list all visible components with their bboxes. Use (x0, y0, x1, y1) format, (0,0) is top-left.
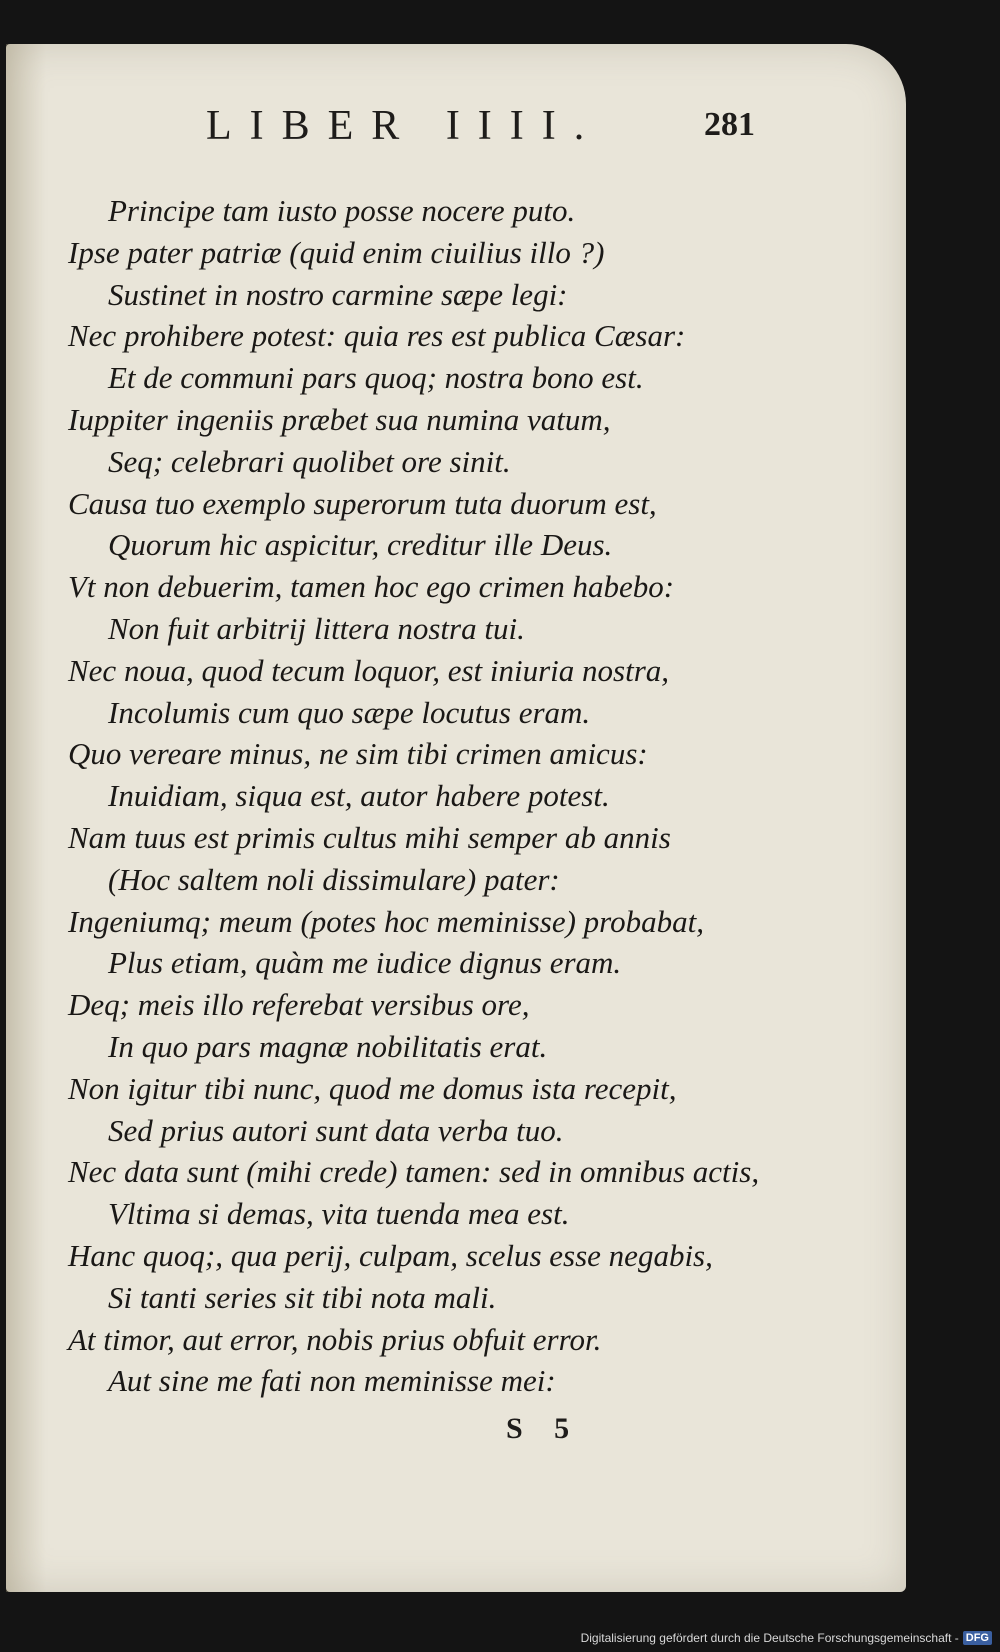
verse-list (68, 190, 759, 1402)
verse-line: Si tanti series sit tibi nota mali. (108, 1279, 497, 1315)
verse-line: Vltima si demas, vita tuenda mea est. (108, 1196, 570, 1232)
verse-line: Quorum hic aspicitur, creditur ille Deus. (108, 527, 613, 563)
credit-text: Digitalisierung gefördert durch die Deutsche Forschungsgemeinschaft - (580, 1631, 959, 1645)
verse-line: Inuidiam, siqua est, autor habere potest. (108, 778, 610, 814)
verse-line: Non fuit arbitrij littera nostra tui. (108, 610, 525, 646)
verse-line: In quo pars magnæ nobilitatis erat. (108, 1028, 548, 1064)
verse-line: (Hoc saltem noli dissimulare) pater: (108, 861, 560, 897)
dfg-logo[interactable]: DFG (963, 1631, 992, 1645)
verse-line: Causa tuo exemplo superorum tuta duorum est, (68, 485, 657, 521)
verse-line: Ingeniumq; meum (potes hoc meminisse) probabat, (68, 903, 704, 939)
page-number: 281 (704, 106, 755, 143)
verse-line: Nec noua, quod tecum loquor, est iniuria nostra, (68, 652, 670, 688)
verse-line: Sustinet in nostro carmine sæpe legi: (108, 276, 568, 312)
verse-line: Nec prohibere potest: quia res est publica Cæsar: (68, 318, 686, 354)
book-page (6, 44, 906, 1592)
verse-line: Quo vereare minus, ne sim tibi crimen amicus: (68, 736, 648, 772)
verse-line: At timor, aut error, nobis prius obfuit error. (68, 1321, 602, 1357)
verse-line: Hanc quoq;, qua perij, culpam, scelus esse negabis, (68, 1237, 713, 1273)
verse-line: Deq; meis illo referebat versibus ore, (68, 987, 530, 1023)
signature-mark: S 5 (506, 1412, 570, 1445)
verse-line: Ipse pater patriæ (quid enim ciuilius illo ?) (68, 234, 605, 270)
digitization-credit (581, 1628, 992, 1648)
verse-line: Seq; celebrari quolibet ore sinit. (108, 443, 511, 479)
verse-line: Nam tuus est primis cultus mihi semper ab annis (68, 819, 671, 855)
verse-line: Principe tam iusto posse nocere puto. (108, 193, 576, 228)
running-title: LIBER IIII. (206, 103, 603, 149)
page-edge-stain (6, 44, 46, 1592)
verse-line: Sed prius autori sunt data verba tuo. (108, 1112, 564, 1148)
verse-line: Et de communi pars quoq; nostra bono est. (108, 360, 644, 396)
verse-line: Vt non debuerim, tamen hoc ego crimen habebo: (68, 569, 675, 605)
verse-line: Non igitur tibi nunc, quod me domus ista recepit, (68, 1070, 677, 1106)
verse-line: Plus etiam, quàm me iudice dignus eram. (108, 945, 622, 981)
verse-line: Iuppiter ingeniis præbet sua numina vatum, (68, 401, 611, 437)
verse-line: Aut sine me fati non meminisse mei: (108, 1363, 556, 1399)
verse-line: Incolumis cum quo sæpe locutus eram. (108, 694, 591, 730)
verse-line: Nec data sunt (mihi crede) tamen: sed in omnibus actis, (68, 1154, 760, 1190)
